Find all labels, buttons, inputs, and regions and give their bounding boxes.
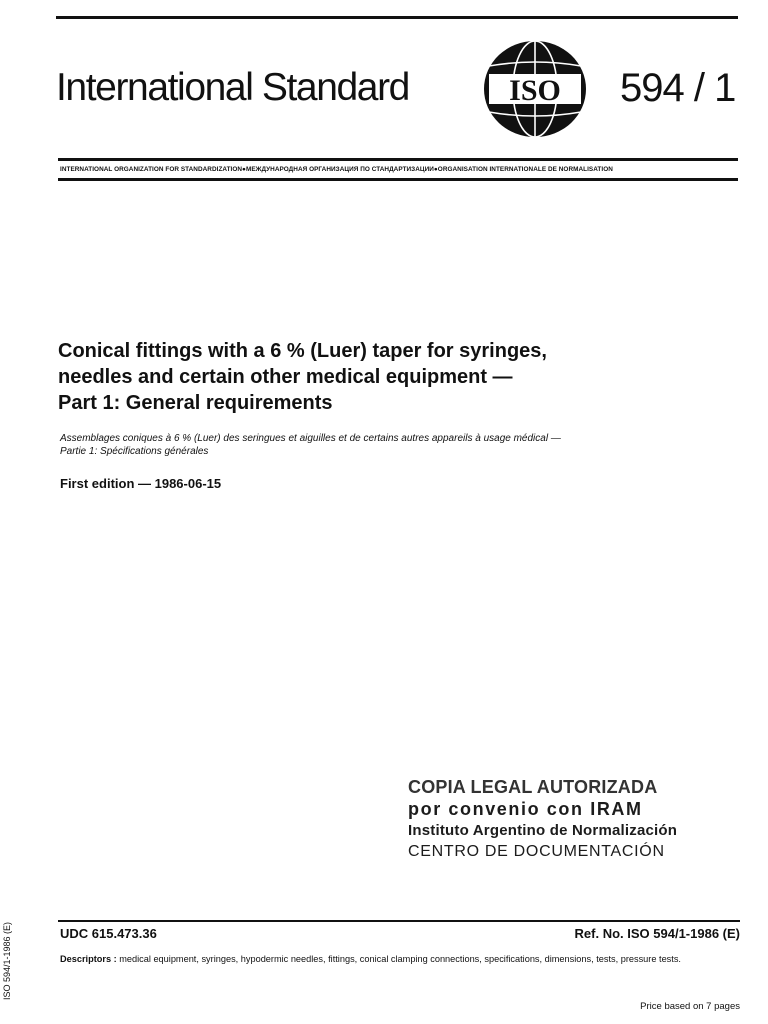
stamp-line-1: COPIA LEGAL AUTORIZADA xyxy=(408,777,658,797)
organization-line: INTERNATIONAL ORGANIZATION FOR STANDARDIZATION●МЕЖДУНАРОДНАЯ ОРГАНИЗАЦИЯ ПО СТАНДАРТИЗАЦИИ●ORGANISATION INTERNATIONALE DE NORMALISATION xyxy=(60,166,613,173)
reference-number: Ref. No. ISO 594/1-1986 (E) xyxy=(574,926,740,941)
stamp-line-2: por convenio con IRAM xyxy=(408,799,643,819)
title-line-1: Conical fittings with a 6 % (Luer) taper for syringes, xyxy=(58,340,547,362)
side-document-code: ISO 594/1-1986 (E) xyxy=(2,921,12,1000)
french-title-line-1: Assemblages coniques à 6 % (Luer) des seringues et aiguilles et de certains autres appareils à usage médical — xyxy=(60,433,561,444)
footer-rule xyxy=(58,920,740,922)
document-type-title: International Standard xyxy=(56,66,409,109)
header-rule-lower xyxy=(58,178,738,181)
french-title-line-2: Partie 1: Spécifications générales xyxy=(60,446,209,457)
top-rule xyxy=(56,16,738,19)
descriptors xyxy=(60,953,740,965)
iso-logo xyxy=(483,40,587,138)
header-rule-upper xyxy=(58,158,738,161)
french-title xyxy=(60,432,720,458)
price-note: Price based on 7 pages xyxy=(640,1001,740,1012)
title-line-3: Part 1: General requirements xyxy=(58,392,333,414)
descriptors-text: medical equipment, syringes, hypodermic needles, fittings, conical clamping connections, specifications, dimensions, tests, pressure tests. xyxy=(116,954,681,964)
authorization-stamp xyxy=(408,776,677,863)
descriptors-label: Descriptors : xyxy=(60,954,117,964)
title-line-2: needles and certain other medical equipment — xyxy=(58,366,513,388)
edition-date: First edition — 1986-06-15 xyxy=(60,476,222,491)
iso-logo-text: ISO xyxy=(509,74,561,107)
stamp-line-4: CENTRO DE DOCUMENTACIÓN xyxy=(408,843,665,860)
document-title xyxy=(58,338,718,416)
udc-code: UDC 615.473.36 xyxy=(60,926,157,941)
standard-number: 594 / 1 xyxy=(620,66,736,110)
stamp-line-3: Instituto Argentino de Normalización xyxy=(408,822,678,839)
